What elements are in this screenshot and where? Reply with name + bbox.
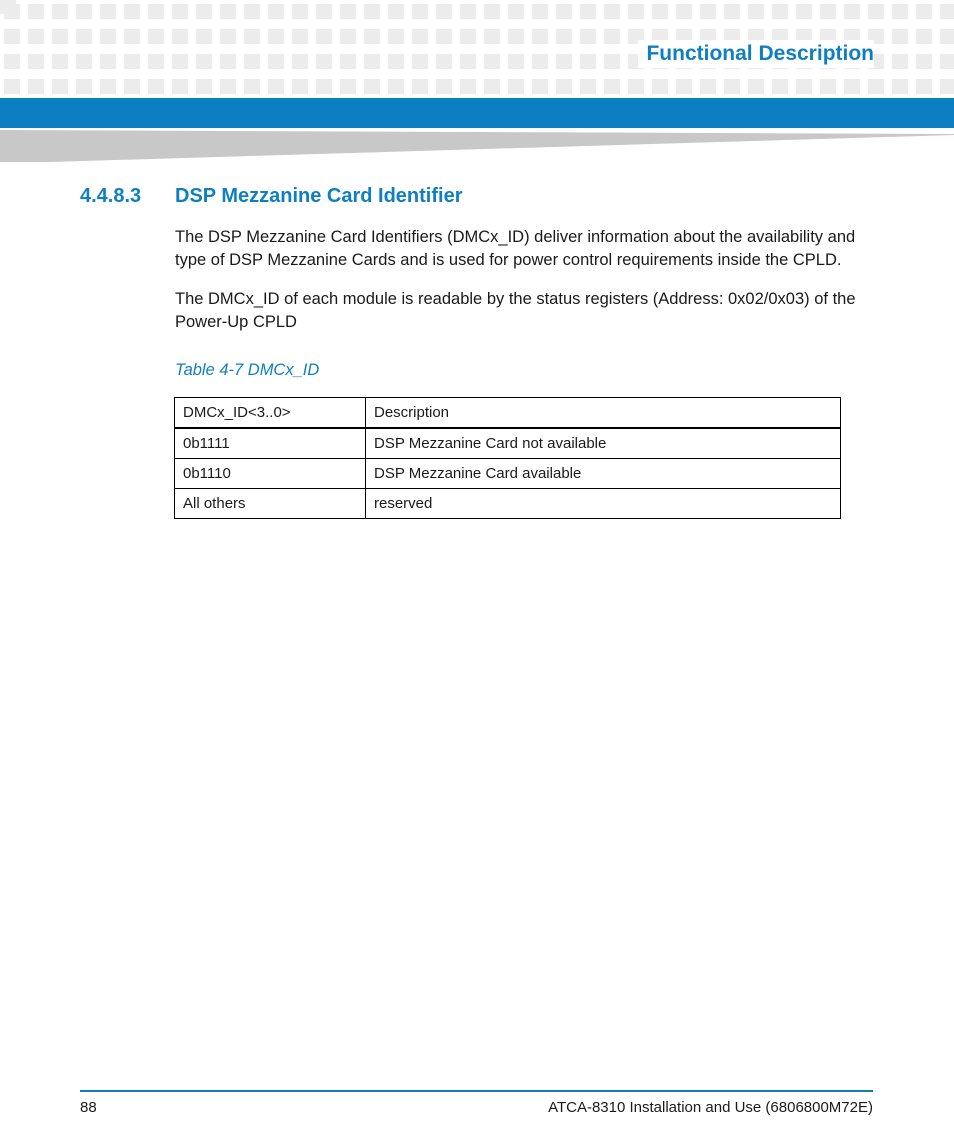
table-header-row xyxy=(175,398,841,429)
table-header-cell: Description xyxy=(366,398,841,429)
table-row xyxy=(175,459,841,489)
table-caption: Table 4-7 DMCx_ID xyxy=(175,361,320,379)
table-row xyxy=(175,428,841,459)
table-header-cell: DMCx_ID<3..0> xyxy=(175,398,366,429)
header-blue-bar xyxy=(0,98,954,128)
page-number: 88 xyxy=(80,1099,97,1116)
running-header-title: Functional Description xyxy=(638,40,874,68)
footer-document-title: ATCA-8310 Installation and Use (6806800M72E) xyxy=(548,1099,873,1116)
table-cell: reserved xyxy=(366,489,841,519)
table-cell: 0b1111 xyxy=(175,428,366,459)
table-cell: 0b1110 xyxy=(175,459,366,489)
paragraph-registers: The DMCx_ID of each module is readable by the status registers (Address: 0x02/0x03) of the Power-Up CPLD xyxy=(175,290,856,331)
table-cell: DSP Mezzanine Card not available xyxy=(366,428,841,459)
section-number: 4.4.8.3 xyxy=(80,185,142,207)
table-cell: DSP Mezzanine Card available xyxy=(366,459,841,489)
table-row xyxy=(175,489,841,519)
section-heading xyxy=(80,185,462,208)
footer-rule xyxy=(80,1090,873,1092)
table-cell: All others xyxy=(175,489,366,519)
paragraph-intro: The DSP Mezzanine Card Identifiers (DMCx_ID) deliver information about the availability and type of DSP Mezzanine Cards and is used for power control requirements inside the CPLD. xyxy=(175,228,856,269)
header-grey-wedge xyxy=(0,130,954,164)
section-title: DSP Mezzanine Card Identifier xyxy=(175,185,463,207)
dmcx-id-table xyxy=(174,397,841,519)
